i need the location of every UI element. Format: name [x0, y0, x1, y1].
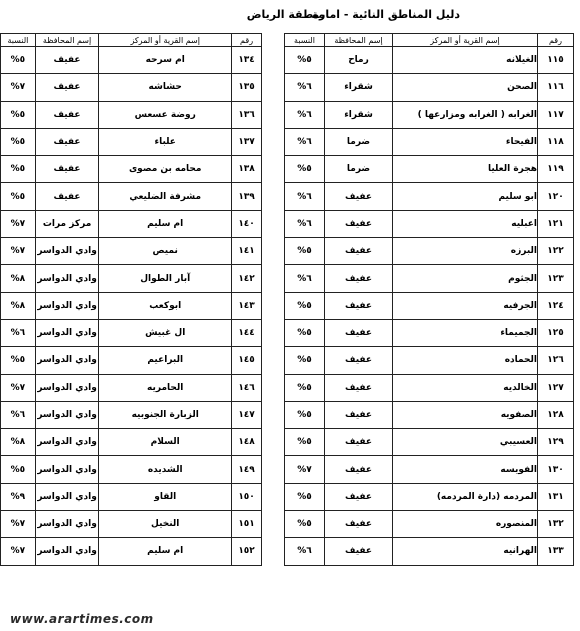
col-header-governorate: إسم المحافظة [325, 34, 393, 47]
governorate-name: عفيف [325, 374, 393, 401]
governorate-name: رماح [325, 47, 393, 74]
row-number: ١٤٠ [232, 210, 262, 237]
row-number: ١١٧ [538, 101, 574, 128]
governorate-name: عفيف [325, 401, 393, 428]
table-row [285, 74, 574, 101]
row-number: ١٤٧ [232, 401, 262, 428]
row-number: ١٤٨ [232, 429, 262, 456]
table-row [285, 429, 574, 456]
table-row [285, 347, 574, 374]
village-name: الصحن [393, 74, 538, 101]
village-name: روضة عسعس [99, 101, 232, 128]
governorate-name: عفيف [325, 265, 393, 292]
percentage-value: %٥ [285, 319, 325, 346]
percentage-value: %٥ [1, 47, 36, 74]
row-number: ١٣١ [538, 483, 574, 510]
percentage-value: %٥ [285, 238, 325, 265]
table-row [285, 319, 574, 346]
table-row [285, 128, 574, 155]
village-name: الشديده [99, 456, 232, 483]
watermark-url: www.arartimes.com [10, 612, 154, 626]
percentage-value: %٦ [1, 401, 36, 428]
table-row [285, 538, 574, 565]
percentage-value: %٥ [285, 429, 325, 456]
percentage-value: %٥ [1, 128, 36, 155]
percentage-value: %٦ [285, 74, 325, 101]
col-header-governorate: إسم المحافظة [35, 34, 98, 47]
row-number: ١٢٩ [538, 429, 574, 456]
row-number: ١٢٣ [538, 265, 574, 292]
governorate-name: عفيف [35, 156, 98, 183]
villages-table-left [0, 33, 262, 566]
governorate-name: وادي الدواسر [35, 292, 98, 319]
village-name: نميص [99, 238, 232, 265]
percentage-value: %٨ [1, 292, 36, 319]
percentage-value: %٥ [1, 101, 36, 128]
governorate-name: وادي الدواسر [35, 238, 98, 265]
governorate-name: وادي الدواسر [35, 456, 98, 483]
col-header-village: إسم القرية أو المركز [393, 34, 538, 47]
document-title: دليل المناطق النائية - امارة [312, 8, 460, 21]
governorate-name: عفيف [35, 74, 98, 101]
village-name: الجميماء [393, 319, 538, 346]
percentage-value: %٨ [1, 265, 36, 292]
table-row [1, 156, 262, 183]
table-row [285, 156, 574, 183]
table-row [1, 511, 262, 538]
village-name: محامه بن مصوى [99, 156, 232, 183]
percentage-value: %٥ [285, 292, 325, 319]
table-row [285, 292, 574, 319]
table-row [285, 483, 574, 510]
governorate-name: عفيف [35, 47, 98, 74]
table-row [1, 538, 262, 565]
table-row [285, 101, 574, 128]
percentage-value: %٧ [1, 74, 36, 101]
governorate-name: عفيف [325, 210, 393, 237]
percentage-value: %٩ [1, 483, 36, 510]
village-name: العسيبي [393, 429, 538, 456]
row-number: ١٢٢ [538, 238, 574, 265]
village-name: السلام [99, 429, 232, 456]
village-name: الفويسه [393, 456, 538, 483]
row-number: ١١٥ [538, 47, 574, 74]
table-row [1, 374, 262, 401]
governorate-name: وادي الدواسر [35, 265, 98, 292]
village-name: ابوكعب [99, 292, 232, 319]
village-name: الجرفيه [393, 292, 538, 319]
row-number: ١٤٥ [232, 347, 262, 374]
percentage-value: %٥ [285, 374, 325, 401]
governorate-name: عفيف [325, 347, 393, 374]
governorate-name: مركز مرات [35, 210, 98, 237]
governorate-name: عفيف [325, 483, 393, 510]
table-row [1, 347, 262, 374]
village-name: الخالديه [393, 374, 538, 401]
table-header-row [1, 34, 262, 47]
percentage-value: %٥ [1, 183, 36, 210]
village-name: الغرابه ( الغرابه ومزارعها ) [393, 101, 538, 128]
row-number: ١٣٣ [538, 538, 574, 565]
table-row [1, 101, 262, 128]
row-number: ١٢٠ [538, 183, 574, 210]
governorate-name: وادي الدواسر [35, 401, 98, 428]
table-row [285, 265, 574, 292]
table-row [1, 210, 262, 237]
region-title: منطقة الرياض [246, 8, 325, 21]
village-name: القاو [99, 483, 232, 510]
percentage-value: %٥ [285, 347, 325, 374]
row-number: ١١٦ [538, 74, 574, 101]
percentage-value: %٧ [1, 538, 36, 565]
villages-table-right [284, 33, 574, 566]
row-number: ١٥١ [232, 511, 262, 538]
row-number: ١٢١ [538, 210, 574, 237]
table-row [285, 374, 574, 401]
table-row [1, 456, 262, 483]
row-number: ١٥٢ [232, 538, 262, 565]
percentage-value: %٥ [285, 401, 325, 428]
governorate-name: عفيف [325, 429, 393, 456]
table-row [1, 265, 262, 292]
village-name: ام سليم [99, 210, 232, 237]
governorate-name: عفيف [325, 319, 393, 346]
table-row [285, 401, 574, 428]
governorate-name: وادي الدواسر [35, 374, 98, 401]
governorate-name: ضرما [325, 156, 393, 183]
village-name: البراعيم [99, 347, 232, 374]
table-row [1, 292, 262, 319]
village-name: هجرة العليا [393, 156, 538, 183]
village-name: ابو سليم [393, 183, 538, 210]
row-number: ١٢٥ [538, 319, 574, 346]
col-header-village: إسم القرية أو المركز [99, 34, 232, 47]
percentage-value: %٦ [285, 101, 325, 128]
village-name: الغيلانه [393, 47, 538, 74]
percentage-value: %٦ [285, 183, 325, 210]
percentage-value: %٦ [1, 319, 36, 346]
percentage-value: %٧ [1, 210, 36, 237]
percentage-value: %٥ [1, 347, 36, 374]
row-number: ١٥٠ [232, 483, 262, 510]
percentage-value: %٥ [285, 483, 325, 510]
table-row [1, 74, 262, 101]
village-name: الحماده [393, 347, 538, 374]
percentage-value: %٥ [1, 156, 36, 183]
table-row [1, 47, 262, 74]
village-name: الجثوم [393, 265, 538, 292]
table-row [1, 183, 262, 210]
percentage-value: %٨ [1, 429, 36, 456]
row-number: ١٤٩ [232, 456, 262, 483]
village-name: علباء [99, 128, 232, 155]
governorate-name: وادي الدواسر [35, 429, 98, 456]
col-header-percentage: النسبة [1, 34, 36, 47]
percentage-value: %٧ [285, 456, 325, 483]
row-number: ١٣٦ [232, 101, 262, 128]
governorate-name: وادي الدواسر [35, 319, 98, 346]
village-name: الصفويه [393, 401, 538, 428]
governorate-name: عفيف [325, 183, 393, 210]
percentage-value: %٥ [285, 47, 325, 74]
col-header-number: رقم [232, 34, 262, 47]
row-number: ١٣٤ [232, 47, 262, 74]
row-number: ١٢٧ [538, 374, 574, 401]
row-number: ١٤١ [232, 238, 262, 265]
row-number: ١٤٣ [232, 292, 262, 319]
governorate-name: عفيف [325, 538, 393, 565]
governorate-name: عفيف [35, 128, 98, 155]
table-row [1, 128, 262, 155]
row-number: ١١٨ [538, 128, 574, 155]
village-name: الفيحاء [393, 128, 538, 155]
village-name: المردمه (دارة المردمه) [393, 483, 538, 510]
table-row [285, 511, 574, 538]
governorate-name: عفيف [325, 511, 393, 538]
percentage-value: %٦ [285, 538, 325, 565]
governorate-name: عفيف [35, 183, 98, 210]
village-name: اعبليه [393, 210, 538, 237]
table-row [285, 238, 574, 265]
row-number: ١٢٤ [538, 292, 574, 319]
percentage-value: %٥ [1, 456, 36, 483]
percentage-value: %٧ [1, 511, 36, 538]
governorate-name: عفيف [325, 238, 393, 265]
governorate-name: عفيف [325, 292, 393, 319]
row-number: ١٤٢ [232, 265, 262, 292]
row-number: ١٢٦ [538, 347, 574, 374]
governorate-name: ضرما [325, 128, 393, 155]
table-row [1, 429, 262, 456]
table-row [1, 401, 262, 428]
percentage-value: %٦ [285, 210, 325, 237]
row-number: ١١٩ [538, 156, 574, 183]
table-row [285, 210, 574, 237]
village-name: حشاشه [99, 74, 232, 101]
governorate-name: وادي الدواسر [35, 511, 98, 538]
village-name: آبار الطوال [99, 265, 232, 292]
village-name: المنصوره [393, 511, 538, 538]
row-number: ١٢٨ [538, 401, 574, 428]
village-name: الحامريه [99, 374, 232, 401]
row-number: ١٣٩ [232, 183, 262, 210]
col-header-percentage: النسبة [285, 34, 325, 47]
village-name: النخيل [99, 511, 232, 538]
percentage-value: %٦ [285, 265, 325, 292]
row-number: ١٤٦ [232, 374, 262, 401]
table-row [285, 47, 574, 74]
village-name: ام سليم [99, 538, 232, 565]
village-name: مشرفة الضليعي [99, 183, 232, 210]
row-number: ١٣٧ [232, 128, 262, 155]
row-number: ١٣٨ [232, 156, 262, 183]
percentage-value: %٧ [1, 238, 36, 265]
village-name: الزبارة الجنوبيه [99, 401, 232, 428]
row-number: ١٣٥ [232, 74, 262, 101]
governorate-name: وادي الدواسر [35, 483, 98, 510]
table-row [285, 456, 574, 483]
col-header-number: رقم [538, 34, 574, 47]
table-header-row [285, 34, 574, 47]
table-row [1, 483, 262, 510]
percentage-value: %٥ [285, 511, 325, 538]
row-number: ١٣٠ [538, 456, 574, 483]
village-name: ال غبيش [99, 319, 232, 346]
row-number: ١٤٤ [232, 319, 262, 346]
table-row [1, 319, 262, 346]
row-number: ١٣٢ [538, 511, 574, 538]
village-name: البرزه [393, 238, 538, 265]
percentage-value: %٧ [1, 374, 36, 401]
governorate-name: شقراء [325, 101, 393, 128]
village-name: الهرانيه [393, 538, 538, 565]
table-row [1, 238, 262, 265]
village-name: ام سرحه [99, 47, 232, 74]
governorate-name: عفيف [325, 456, 393, 483]
percentage-value: %٥ [285, 156, 325, 183]
governorate-name: عفيف [35, 101, 98, 128]
governorate-name: شقراء [325, 74, 393, 101]
table-row [285, 183, 574, 210]
governorate-name: وادي الدواسر [35, 347, 98, 374]
governorate-name: وادي الدواسر [35, 538, 98, 565]
percentage-value: %٦ [285, 128, 325, 155]
